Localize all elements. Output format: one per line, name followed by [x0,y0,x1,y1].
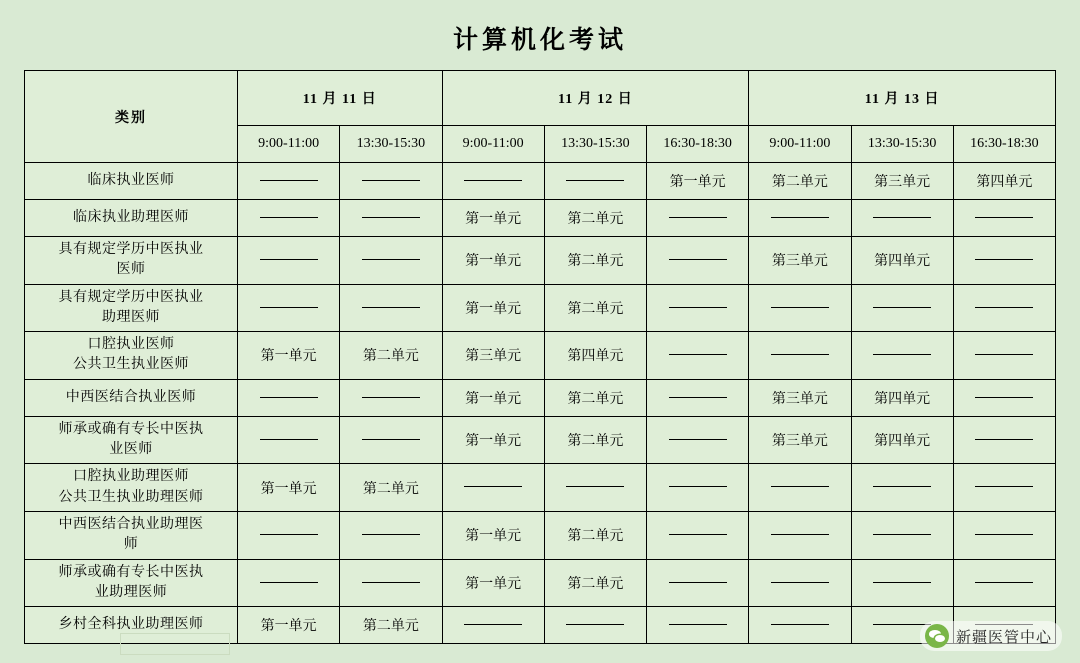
empty-dash [464,180,522,182]
empty-dash [566,624,624,626]
table-row [25,163,1056,200]
cell-category: 具有规定学历中医执业 医师 [25,237,238,285]
empty-dash [464,486,522,488]
empty-dash [975,439,1033,441]
cell-unit: 第三单元 [749,379,851,416]
empty-dash [260,180,318,182]
empty-dash [771,307,829,309]
cell-unit: 第三单元 [749,237,851,285]
cell-unit [544,464,646,512]
cell-unit [238,200,340,237]
column-header-slot-d1-s2: 13:30-15:30 [340,126,442,163]
empty-dash [669,354,727,356]
cell-unit [749,511,851,559]
column-header-slot-d3-s2: 13:30-15:30 [851,126,953,163]
cell-unit: 第四单元 [953,163,1055,200]
empty-dash [566,180,624,182]
empty-dash [260,259,318,261]
column-header-day-2: 11 月 12 日 [442,71,749,126]
empty-dash [362,534,420,536]
empty-dash [669,439,727,441]
empty-dash [260,217,318,219]
cell-category: 师承或确有专长中医执 业医师 [25,416,238,464]
column-header-slot-d1-s1: 9:00-11:00 [238,126,340,163]
cell-unit: 第一单元 [442,237,544,285]
column-header-category: 类别 [25,71,238,163]
cell-unit [340,379,442,416]
cell-unit [647,237,749,285]
cell-unit [340,200,442,237]
table-row [25,559,1056,607]
cell-unit [953,200,1055,237]
empty-dash [771,582,829,584]
empty-dash [260,397,318,399]
empty-dash [873,354,931,356]
page-title: 计算机化考试 [452,27,627,54]
cell-unit [749,200,851,237]
empty-dash [362,217,420,219]
cell-category: 师承或确有专长中医执 业助理医师 [25,559,238,607]
table-row [25,200,1056,237]
wechat-watermark [920,621,1062,651]
cell-unit [647,200,749,237]
cell-unit [953,559,1055,607]
cell-unit [340,559,442,607]
empty-dash [669,217,727,219]
table-row [25,511,1056,559]
cell-unit [851,200,953,237]
cell-unit [544,607,646,644]
empty-dash [873,534,931,536]
column-header-day-3: 11 月 13 日 [749,71,1056,126]
cell-unit: 第二单元 [340,464,442,512]
empty-dash [873,486,931,488]
cell-category: 中西医结合执业医师 [25,379,238,416]
empty-dash [975,354,1033,356]
empty-dash [771,624,829,626]
cell-unit [953,332,1055,380]
table-row [25,332,1056,380]
cell-unit [442,607,544,644]
cell-unit [647,379,749,416]
cell-unit [953,511,1055,559]
cell-category: 口腔执业医师 公共卫生执业医师 [25,332,238,380]
cell-unit [749,332,851,380]
exam-schedule-table [24,70,1056,644]
column-header-slot-d2-s3: 16:30-18:30 [647,126,749,163]
table-row [25,416,1056,464]
column-header-slot-d2-s2: 13:30-15:30 [544,126,646,163]
cell-unit: 第二单元 [544,511,646,559]
empty-dash [873,582,931,584]
column-header-slot-d3-s1: 9:00-11:00 [749,126,851,163]
cell-unit [851,511,953,559]
cell-unit [647,332,749,380]
cell-unit: 第一单元 [238,464,340,512]
cell-unit: 第一单元 [442,559,544,607]
cell-unit [647,416,749,464]
empty-dash [669,259,727,261]
cell-unit: 第一单元 [647,163,749,200]
cell-unit: 第四单元 [851,237,953,285]
empty-dash [771,486,829,488]
page-artifact-rectangle [120,633,230,655]
empty-dash [566,486,624,488]
cell-unit [647,464,749,512]
cell-unit [238,163,340,200]
cell-unit: 第一单元 [442,511,544,559]
empty-dash [260,582,318,584]
cell-unit: 第二单元 [749,163,851,200]
empty-dash [669,624,727,626]
empty-dash [873,217,931,219]
empty-dash [669,307,727,309]
cell-unit [953,379,1055,416]
cell-unit [749,559,851,607]
cell-unit [749,284,851,332]
cell-unit [238,284,340,332]
cell-unit [953,284,1055,332]
empty-dash [975,582,1033,584]
cell-category: 口腔执业助理医师 公共卫生执业助理医师 [25,464,238,512]
cell-unit: 第三单元 [851,163,953,200]
cell-unit [749,464,851,512]
cell-unit [953,237,1055,285]
cell-unit [953,464,1055,512]
cell-unit [442,163,544,200]
column-header-slot-d2-s1: 9:00-11:00 [442,126,544,163]
cell-unit: 第二单元 [544,416,646,464]
cell-unit [851,284,953,332]
empty-dash [362,307,420,309]
cell-category: 临床执业医师 [25,163,238,200]
cell-unit: 第二单元 [544,200,646,237]
empty-dash [771,354,829,356]
wechat-account-name: 新疆医管中心 [955,628,1052,646]
empty-dash [362,180,420,182]
empty-dash [260,307,318,309]
cell-unit [340,416,442,464]
cell-unit [749,607,851,644]
cell-unit [238,379,340,416]
cell-unit [647,559,749,607]
cell-unit: 第二单元 [544,237,646,285]
empty-dash [669,582,727,584]
empty-dash [975,307,1033,309]
schedule-table-container [24,70,1056,644]
empty-dash [464,624,522,626]
empty-dash [975,397,1033,399]
cell-unit [340,237,442,285]
empty-dash [975,259,1033,261]
cell-unit [238,237,340,285]
table-row [25,284,1056,332]
cell-unit [851,332,953,380]
cell-unit: 第四单元 [851,379,953,416]
empty-dash [771,534,829,536]
empty-dash [975,534,1033,536]
cell-unit: 第四单元 [544,332,646,380]
empty-dash [771,217,829,219]
empty-dash [669,397,727,399]
cell-unit [544,163,646,200]
cell-unit [340,511,442,559]
empty-dash [362,259,420,261]
empty-dash [669,486,727,488]
empty-dash [362,439,420,441]
table-body [25,163,1056,644]
cell-unit: 第一单元 [442,200,544,237]
empty-dash [669,534,727,536]
cell-unit [238,559,340,607]
cell-unit: 第二单元 [340,332,442,380]
wechat-icon [925,624,949,648]
cell-unit [442,464,544,512]
cell-unit: 第一单元 [442,379,544,416]
cell-category: 中西医结合执业助理医 师 [25,511,238,559]
cell-unit [340,163,442,200]
cell-unit: 第三单元 [442,332,544,380]
cell-unit: 第二单元 [544,284,646,332]
table-header-row-days [25,71,1056,126]
empty-dash [975,217,1033,219]
cell-unit [647,511,749,559]
cell-unit: 第二单元 [544,379,646,416]
cell-unit [238,416,340,464]
cell-unit: 第二单元 [340,607,442,644]
cell-unit [953,416,1055,464]
cell-unit: 第一单元 [238,332,340,380]
empty-dash [873,307,931,309]
cell-unit: 第一单元 [442,416,544,464]
cell-category: 具有规定学历中医执业 助理医师 [25,284,238,332]
cell-unit [851,559,953,607]
empty-dash [362,397,420,399]
cell-unit: 第三单元 [749,416,851,464]
table-row [25,379,1056,416]
cell-unit [238,511,340,559]
table-head [25,71,1056,163]
empty-dash [362,582,420,584]
cell-category: 临床执业助理医师 [25,200,238,237]
empty-dash [975,486,1033,488]
empty-dash [260,534,318,536]
cell-unit [851,464,953,512]
cell-unit: 第二单元 [544,559,646,607]
cell-category: 乡村全科执业助理医师 [25,607,238,644]
cell-unit [647,284,749,332]
cell-unit [647,607,749,644]
empty-dash [260,439,318,441]
table-row [25,464,1056,512]
cell-unit: 第一单元 [442,284,544,332]
table-row [25,237,1056,285]
column-header-day-1: 11 月 11 日 [238,71,443,126]
column-header-slot-d3-s3: 16:30-18:30 [953,126,1055,163]
cell-unit: 第四单元 [851,416,953,464]
cell-unit: 第一单元 [238,607,340,644]
cell-unit [340,284,442,332]
